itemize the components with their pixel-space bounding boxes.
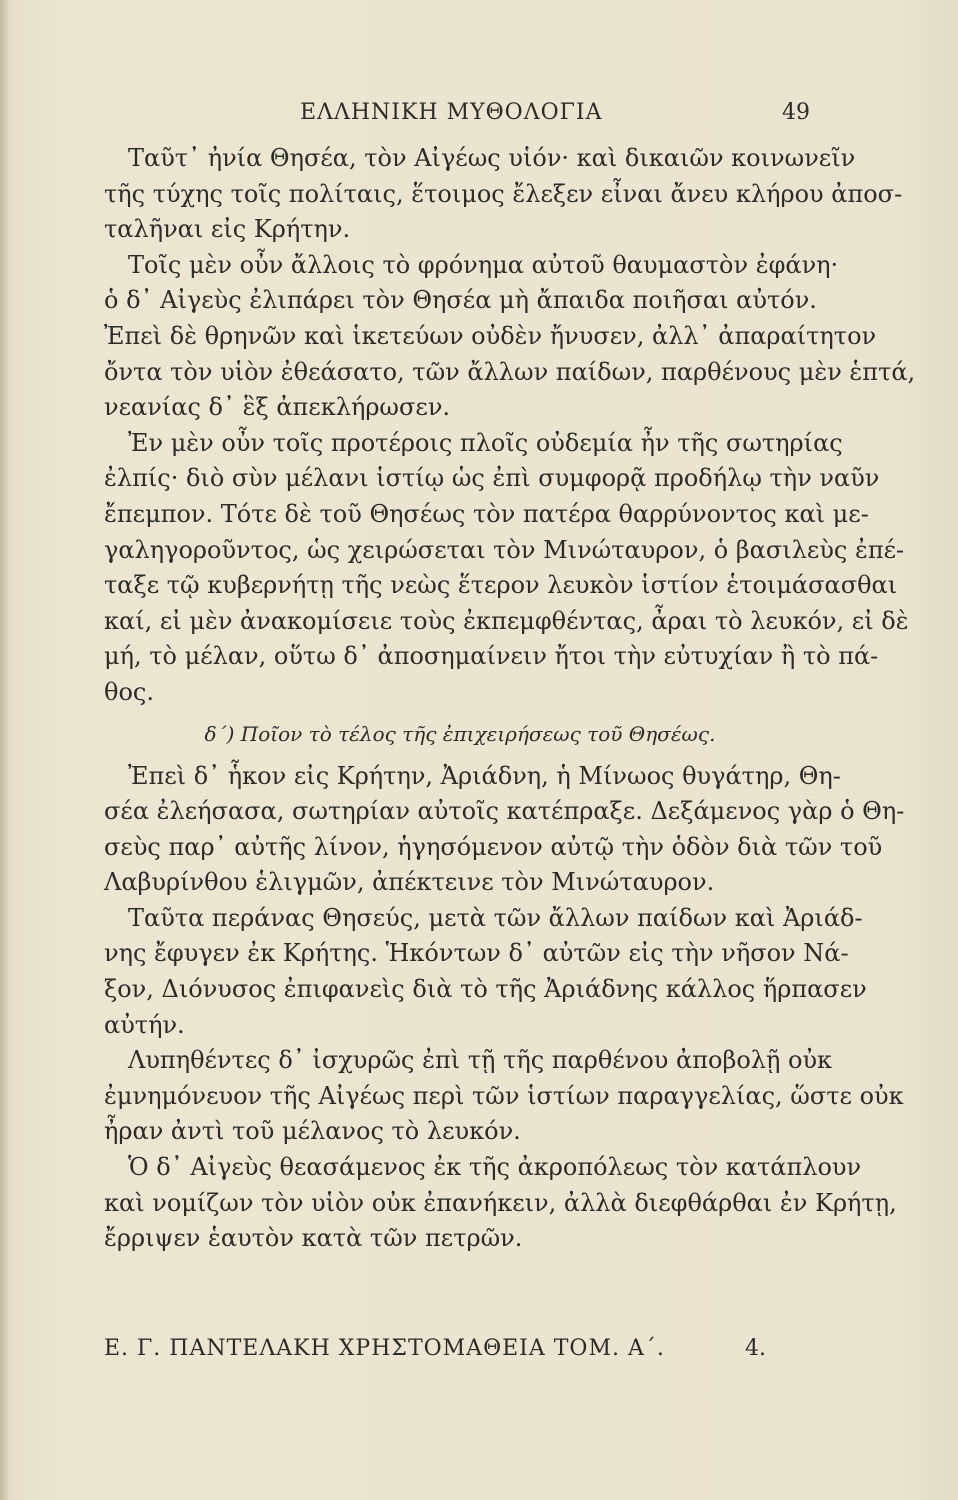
text-line: καὶ νομίζων τὸν υἱὸν οὐκ ἐπανήκειν, ἀλλὰ διεφθάρθαι ἐν Κρήτῃ, xyxy=(104,1188,897,1217)
section-heading: δ΄) Ποῖον τὸ τέλος τῆς ἐπιχειρήσεως τοῦ Θησέως. xyxy=(204,721,716,746)
text-line: ἐμνημόνευον τῆς Αἰγέως περὶ τῶν ἱστίων παραγγελίας, ὥστε οὐκ xyxy=(104,1081,904,1110)
body-text xyxy=(104,141,916,1257)
text-line: μή, τὸ μέλαν, οὕτω δ᾿ ἀποσημαίνειν ἤτοι τὴν εὐτυχίαν ἢ τὸ πά- xyxy=(104,642,879,671)
text-line: γαληγοροῦντος, ὡς χειρώσεται τὸν Μινώταυρον, ὁ βασιλεὺς ἐπέ- xyxy=(104,535,905,564)
text-line: Ἐπεὶ δ᾿ ἧκον εἰς Κρήτην, Ἀριάδνη, ἡ Μίνωος θυγάτηρ, Θη- xyxy=(128,761,841,790)
signature-number: 4. xyxy=(745,1336,766,1361)
text-line: νης ἔφυγεν ἐκ Κρήτης. Ἡκόντων δ᾿ αὐτῶν εἰς τὴν νῆσον Νά- xyxy=(104,939,849,968)
text-line: καί, εἰ μὲν ἀνακομίσειε τοὺς ἐκπεμφθέντας, ἆραι τὸ λευκόν, εἰ δὲ xyxy=(104,606,909,635)
text-line: Λυπηθέντες δ᾿ ἰσχυρῶς ἐπὶ τῇ τῆς παρθένου ἀποβολῇ οὐκ xyxy=(128,1046,833,1075)
text-line: ταξε τῷ κυβερνήτῃ τῆς νεὼς ἕτερον λευκὸν ἱστίον ἑτοιμάσασθαι xyxy=(104,571,898,600)
text-line: Λαβυρίνθου ἑλιγμῶν, ἀπέκτεινε τὸν Μινώταυρον. xyxy=(104,868,715,897)
text-line: ἔπεμπον. Τότε δὲ τοῦ Θησέως τὸν πατέρα θαρρύνοντος καὶ με- xyxy=(104,499,869,528)
text-line: σεὺς παρ᾿ αὐτῆς λίνον, ἡγησόμενον αὐτῷ τὴν ὁδὸν διὰ τῶν τοῦ xyxy=(104,832,883,861)
text-line: ὁ δ᾿ Αἰγεὺς ἐλιπάρει τὸν Θησέα μὴ ἄπαιδα ποιῆσαι αὐτόν. xyxy=(104,286,817,315)
text-line: ὄντα τὸν υἱὸν ἐθεάσατο, τῶν ἄλλων παίδων, παρθένους μὲν ἑπτά, xyxy=(104,357,916,386)
text-line: ταλῆναι εἰς Κρήτην. xyxy=(104,215,351,244)
text-line: τῆς τύχης τοῖς πολίταις, ἕτοιμος ἔλεξεν εἶναι ἄνευ κλήρου ἀποσ- xyxy=(104,179,903,208)
text-line: ξον, Διόνυσος ἐπιφανεὶς διὰ τὸ τῆς Ἀριάδνης κάλλος ἥρπασεν xyxy=(104,975,867,1004)
text-line: Ταῦτα περάνας Θησεύς, μετὰ τῶν ἄλλων παίδων καὶ Ἀριάδ- xyxy=(128,903,863,932)
text-line: Ταῦτ᾿ ἠνία Θησέα, τὸν Αἰγέως υἱόν· καὶ δικαιῶν κοινωνεῖν xyxy=(128,144,856,172)
printer-signature: Ε. Γ. ΠΑΝΤΕΛΑΚΗ ΧΡΗΣΤΟΜΑΘΕΙΑ ΤΟΜ. Α΄. xyxy=(104,1336,665,1361)
text-line: σέα ἐλεήσασα, σωτηρίαν αὐτοῖς κατέπραξε. Δεξάμενος γὰρ ὁ Θη- xyxy=(104,797,905,826)
text-line: Τοῖς μὲν οὖν ἄλλοις τὸ φρόνημα αὐτοῦ θαυμαστὸν ἐφάνη· xyxy=(128,250,839,279)
text-line: θος. xyxy=(104,677,154,706)
text-line: νεανίας δ᾿ ἓξ ἀπεκλήρωσεν. xyxy=(104,393,451,422)
text-line: ἔρριψεν ἑαυτὸν κατὰ τῶν πετρῶν. xyxy=(104,1224,523,1253)
text-line: ἦραν ἀντὶ τοῦ μέλανος τὸ λευκόν. xyxy=(104,1117,521,1146)
page-number: 49 xyxy=(782,100,810,125)
text-line: Ἐπεὶ δὲ θρηνῶν καὶ ἱκετεύων οὐδὲν ἤνυσεν, ἀλλ᾿ ἀπαραίτητον xyxy=(104,321,877,350)
text-line: ἐλπίς· διὸ σὺν μέλανι ἱστίῳ ὡς ἐπὶ συμφορᾷ προδήλῳ τὴν ναῦν xyxy=(104,464,880,493)
running-head xyxy=(0,100,958,140)
text-line: Ἐν μὲν οὖν τοῖς προτέροις πλοῖς οὐδεμία ἦν τῆς σωτηρίας xyxy=(128,428,843,457)
page-binding-edge xyxy=(0,0,8,1500)
page-footer xyxy=(104,1336,784,1372)
text-line: αὐτήν. xyxy=(104,1010,185,1039)
running-title: ΕΛΛΗΝΙΚΗ ΜΥΘΟΛΟΓΙΑ xyxy=(300,100,603,125)
text-line: Ὁ δ᾿ Αἰγεὺς θεασάμενος ἐκ τῆς ἀκροπόλεως τὸν κατάπλουν xyxy=(128,1153,862,1182)
